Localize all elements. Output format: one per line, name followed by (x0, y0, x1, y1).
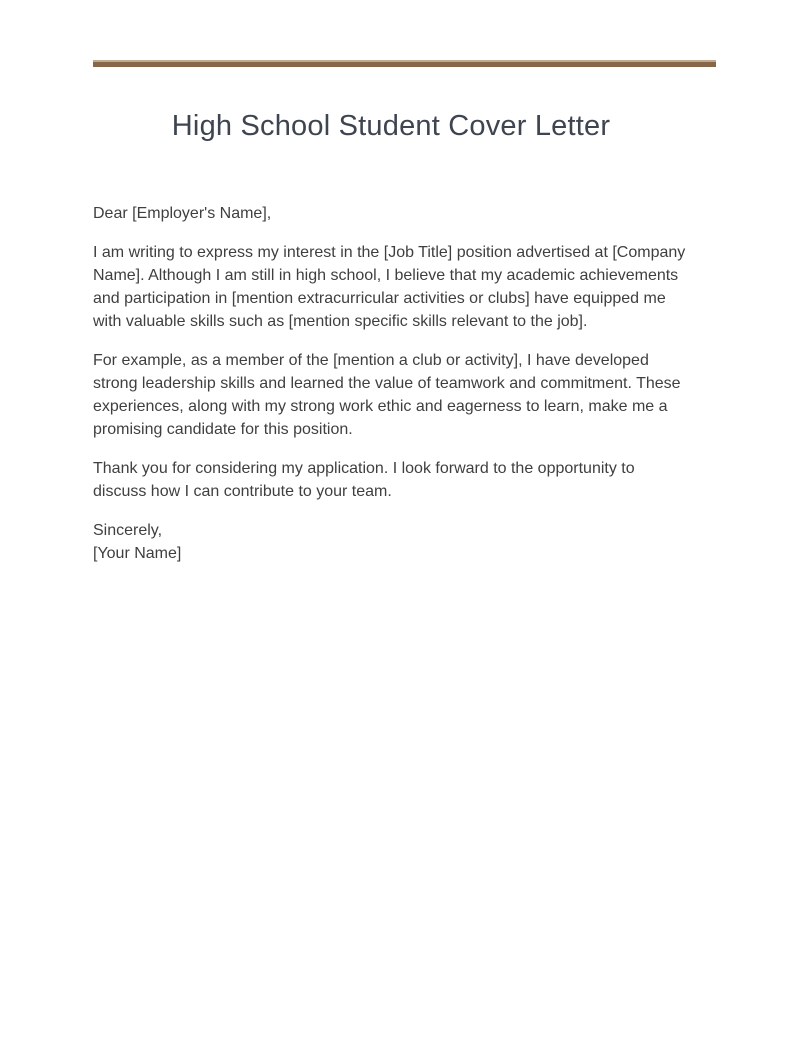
paragraph-thank-you: Thank you for considering my application. I look forward to the opportunity to discuss how I can contribute to your team. (93, 460, 635, 500)
closing-line: Sincerely, (93, 522, 163, 539)
top-accent-bar (93, 60, 716, 67)
paragraph-introduction: I am writing to express my interest in the [Job Title] position advertised at [Company Name]. Although I am still in high school, I believe that my academic achievements and participation in [mention extracurricular activities or clubs] have equipped me with valuable skills such as [mention specific skills relevant to the job]. (93, 244, 686, 330)
letter-body (93, 202, 689, 581)
paragraph-example: For example, as a member of the [mention a club or activity], I have developed strong leadership skills and learned the value of teamwork and commitment. These experiences, along with my strong work ethic and eagerness to learn, make me a promising candidate for this position. (93, 352, 681, 438)
signature-placeholder: [Your Name] (93, 545, 182, 562)
closing-block (93, 519, 689, 565)
document-title: High School Student Cover Letter (171, 110, 611, 142)
salutation-line: Dear [Employer's Name], (93, 205, 272, 222)
